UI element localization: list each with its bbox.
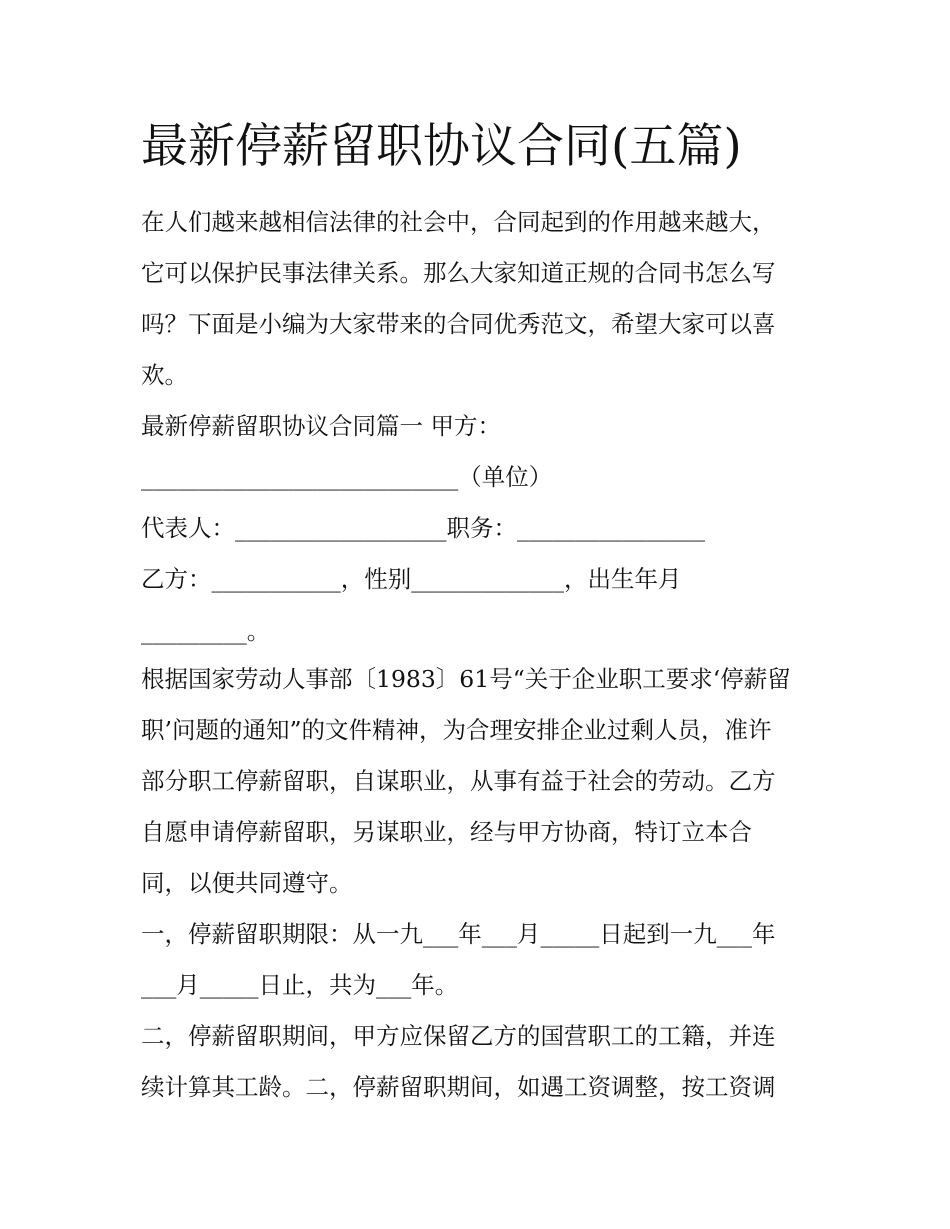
section-heading: 最新停薪留职协议合同篇一 甲方： bbox=[141, 412, 501, 440]
document-title: 最新停薪留职协议合同(五篇) bbox=[141, 119, 742, 174]
paragraph-line: 自愿申请停薪留职，另谋职业，经与甲方协商，特订立本合 bbox=[141, 818, 752, 846]
form-line-representative: 代表人：__________________职务：________________ bbox=[141, 514, 705, 542]
paragraph-line: 欢。 bbox=[141, 361, 188, 389]
paragraph-line: 吗？下面是小编为大家带来的合同优秀范文，希望大家可以喜 bbox=[141, 310, 776, 338]
paragraph-line: 在人们越来越相信法律的社会中，合同起到的作用越来越大， bbox=[141, 208, 776, 236]
paragraph-line: 部分职工停薪留职，自谋职业，从事有益于社会的劳动。乙方 bbox=[141, 767, 776, 795]
paragraph-line: 它可以保护民事法律关系。那么大家知道正规的合同书怎么写 bbox=[141, 259, 776, 287]
paragraph-line: 职’问题的通知”的文件精神，为合理安排企业过剩人员，准许 bbox=[141, 716, 772, 744]
form-line-birth: _________。 bbox=[141, 617, 271, 645]
clause-line: 续计算其工龄。二，停薪留职期间，如遇工资调整，按工资调 bbox=[141, 1073, 776, 1101]
form-line-party-b: 乙方：___________，性别_____________，出生年月 bbox=[141, 565, 682, 593]
paragraph-line: 根据国家劳动人事部〔1983〕61号“关于企业职工要求‘停薪留 bbox=[141, 665, 791, 693]
paragraph-line: 同，以便共同遵守。 bbox=[141, 869, 353, 897]
clause-line: 二，停薪留职期间，甲方应保留乙方的国营职工的工籍，并连 bbox=[141, 1022, 776, 1050]
form-line-party-a: ___________________________（单位） bbox=[141, 463, 553, 491]
clause-line: ___月_____日止，共为___年。 bbox=[141, 971, 459, 999]
clause-line: 一，停薪留职期限：从一九___年___月_____日起到一九___年 bbox=[141, 920, 776, 948]
